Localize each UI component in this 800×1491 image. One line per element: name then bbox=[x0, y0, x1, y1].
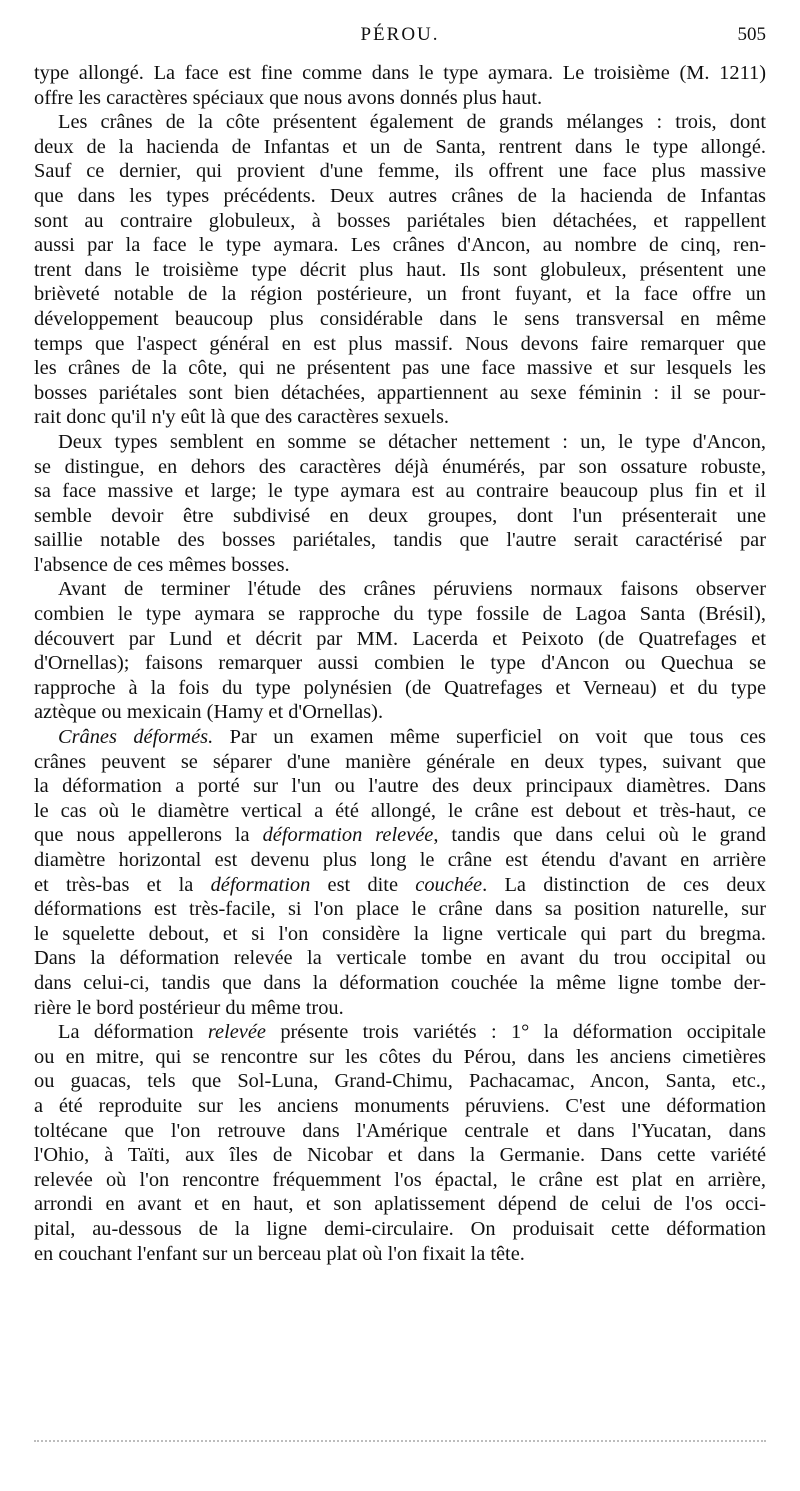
text-run: ou en mitre, qui se rencontre sur les côtes du Pérou, dans les anciens cimetières bbox=[34, 1045, 766, 1068]
text-run: le cas où le diamètre vertical a été allongé, le crâne est debout et très-haut, ce bbox=[34, 799, 766, 822]
text-run: et très-bas et la bbox=[34, 873, 211, 896]
text-line bbox=[34, 799, 766, 824]
text-run: développement beaucoup plus considérable dans le sens transversal en même bbox=[34, 307, 766, 330]
text-run: saillie notable des bosses pariétales, tandis que l'autre serait caractérisé par bbox=[34, 529, 766, 552]
text-line bbox=[34, 1045, 766, 1070]
text-run: est dite bbox=[310, 873, 416, 896]
text-line bbox=[34, 922, 766, 947]
text-line bbox=[34, 61, 766, 86]
italic-run: Crânes déformés. bbox=[58, 726, 214, 749]
text-run: la déformation a porté sur l'un ou l'autre des deux principaux diamètres. Dans bbox=[34, 775, 766, 798]
text-line bbox=[34, 258, 766, 283]
text-run: présente trois variétés : 1° la déformation occipitale bbox=[265, 1021, 766, 1044]
text-run: Par un examen même superficiel on voit que tous ces bbox=[213, 726, 766, 749]
text-run: aussi par la face le type aymara. Les crânes d'Ancon, au nombre de cinq, ren- bbox=[34, 234, 766, 257]
text-line bbox=[34, 381, 766, 406]
text-line bbox=[34, 504, 766, 529]
text-line bbox=[34, 873, 766, 898]
text-run: toltécane que l'on retrouve dans l'Amérique centrale et dans l'Yucatan, dans bbox=[34, 1119, 766, 1142]
text-run: l'Ohio, à Taïti, aux îles de Nicobar et dans la Germanie. Dans cette variété bbox=[34, 1144, 766, 1167]
text-line bbox=[34, 184, 766, 209]
text-run: les crânes de la côte, qui ne présentent pas une face massive et sur lesquels les bbox=[34, 357, 766, 380]
text-run: ou guacas, tels que Sol-Luna, Grand-Chimu, Pachacamac, Ancon, Santa, etc., bbox=[34, 1070, 766, 1093]
text-line bbox=[34, 725, 766, 750]
text-line bbox=[34, 700, 766, 725]
text-line bbox=[34, 602, 766, 627]
text-run: deux de la hacienda de Infantas et un de Santa, rentrent dans le type allongé. bbox=[34, 135, 766, 158]
text-run: . La distinction de ces deux bbox=[482, 873, 766, 896]
paragraph bbox=[34, 430, 766, 578]
text-run: relevée où l'on rencontre fréquemment l'os épactal, le crâne est plat en arrière, bbox=[34, 1168, 766, 1191]
page-number: 505 bbox=[737, 24, 766, 45]
text-line bbox=[34, 1069, 766, 1094]
text-line bbox=[34, 1119, 766, 1144]
footer-rule bbox=[34, 1440, 766, 1442]
text-run: le squelette debout, et si l'on considère la ligne verticale qui part du bregma. bbox=[34, 922, 766, 945]
text-line bbox=[34, 135, 766, 160]
text-line bbox=[34, 1242, 766, 1267]
text-line bbox=[34, 332, 766, 357]
text-run: Les crânes de la côte présentent également de grands mélanges : trois, dont bbox=[58, 111, 766, 134]
text-run: rait donc qu'il n'y eût là que des caractères sexuels. bbox=[34, 406, 450, 429]
italic-run: couchée bbox=[415, 873, 483, 896]
paragraph bbox=[34, 1020, 766, 1266]
text-line bbox=[34, 577, 766, 602]
text-line bbox=[34, 307, 766, 332]
text-run: , tandis que dans celui où le grand bbox=[433, 824, 766, 847]
text-run: découvert par Lund et décrit par MM. Lacerda et Peixoto (de Quatrefages et bbox=[34, 627, 766, 650]
text-line bbox=[34, 848, 766, 873]
text-line bbox=[34, 233, 766, 258]
text-line bbox=[34, 455, 766, 480]
text-line bbox=[34, 1143, 766, 1168]
text-run: diamètre horizontal est devenu plus long le crâne est étendu d'avant en arrière bbox=[34, 849, 766, 871]
paragraph bbox=[34, 110, 766, 430]
text-run: Avant de terminer l'étude des crânes péruviens normaux faisons observer bbox=[58, 578, 766, 601]
text-line bbox=[34, 627, 766, 652]
text-line bbox=[34, 430, 766, 455]
text-run: combien le type aymara se rapproche du type fossile de Lagoa Santa (Brésil), bbox=[34, 603, 766, 626]
text-line bbox=[34, 209, 766, 234]
text-line bbox=[34, 1192, 766, 1217]
text-run: bosses pariétales sont bien détachées, appartiennent au sexe féminin : il se pour- bbox=[34, 381, 766, 404]
text-run: temps que l'aspect général en est plus massif. Nous devons faire remarquer que bbox=[34, 332, 766, 355]
text-run: type allongé. La face est fine comme dans le type aymara. Le troisième (M. 1211) bbox=[34, 62, 766, 84]
text-run: que nous appellerons la bbox=[34, 824, 263, 847]
text-run: l'absence de ces mêmes bosses. bbox=[34, 553, 290, 576]
text-run: La déformation bbox=[58, 1021, 208, 1044]
text-run: offre les caractères spéciaux que nous avons donnés plus haut. bbox=[34, 86, 543, 109]
text-run: rapproche à la fois du type polynésien (de Quatrefages et Verneau) et du type bbox=[34, 676, 766, 699]
text-line bbox=[34, 897, 766, 922]
text-line bbox=[34, 971, 766, 996]
text-line bbox=[34, 946, 766, 971]
text-run: que dans les types précédents. Deux autres crânes de la hacienda de Infantas bbox=[34, 184, 766, 207]
running-title: PÉROU. bbox=[360, 24, 440, 45]
text-run: en couchant l'enfant sur un berceau plat où l'on fixait la tête. bbox=[34, 1242, 525, 1265]
text-line bbox=[34, 750, 766, 775]
paragraph bbox=[34, 725, 766, 1020]
text-line bbox=[34, 110, 766, 135]
paragraph bbox=[34, 61, 766, 110]
text-line bbox=[34, 1020, 766, 1045]
text-run: pital, au-dessous de la ligne demi-circulaire. On produisait cette déformation bbox=[34, 1217, 766, 1240]
paragraph bbox=[34, 577, 766, 725]
body-text bbox=[34, 61, 766, 1266]
text-run: Sauf ce dernier, qui provient d'une femme, ils offrent une face plus massive bbox=[34, 160, 766, 183]
text-run: déformations est très-facile, si l'on place le crâne dans sa position naturelle, sur bbox=[34, 898, 766, 921]
text-line bbox=[34, 479, 766, 504]
italic-run: déformation bbox=[210, 873, 311, 896]
text-run: brièveté notable de la région postérieure, un front fuyant, et la face offre un bbox=[34, 283, 766, 306]
running-header bbox=[34, 24, 766, 54]
text-run: aztèque ou mexicain (Hamy et d'Ornellas). bbox=[34, 701, 384, 724]
text-run: sont au contraire globuleux, à bosses pariétales bien détachées, et rappellent bbox=[34, 209, 766, 232]
text-line bbox=[34, 823, 766, 848]
text-run: a été reproduite sur les anciens monuments péruviens. C'est une déformation bbox=[34, 1094, 766, 1117]
text-line bbox=[34, 996, 766, 1021]
text-run: sa face massive et large; le type aymara est au contraire beaucoup plus fin et il bbox=[34, 480, 766, 503]
text-run: arrondi en avant et en haut, et son aplatissement dépend de celui de l'os occi- bbox=[34, 1193, 766, 1216]
text-line bbox=[34, 651, 766, 676]
text-line bbox=[34, 1217, 766, 1242]
text-line bbox=[34, 356, 766, 381]
text-run: d'Ornellas); faisons remarquer aussi combien le type d'Ancon ou Quechua se bbox=[34, 652, 766, 675]
text-run: dans celui-ci, tandis que dans la déformation couchée la même ligne tombe der- bbox=[34, 971, 766, 994]
text-line bbox=[34, 282, 766, 307]
text-line bbox=[34, 528, 766, 553]
text-run: Dans la déformation relevée la verticale tombe en avant du trou occipital ou bbox=[34, 947, 766, 970]
italic-run: déformation relevée bbox=[262, 824, 434, 847]
text-run: crânes peuvent se séparer d'une manière générale en deux types, suivant que bbox=[34, 750, 766, 773]
text-run: semble devoir être subdivisé en deux groupes, dont l'un présenterait une bbox=[34, 504, 766, 527]
text-run: se distingue, en dehors des caractères déjà énumérés, par son ossature robuste, bbox=[34, 455, 766, 478]
text-run: rière le bord postérieur du même trou. bbox=[34, 996, 344, 1019]
italic-run: relevée bbox=[207, 1021, 266, 1044]
text-line bbox=[34, 553, 766, 578]
text-line bbox=[34, 86, 766, 111]
text-line bbox=[34, 159, 766, 184]
text-line bbox=[34, 676, 766, 701]
text-run: Deux types semblent en somme se détacher nettement : un, le type d'Ancon, bbox=[58, 430, 766, 453]
text-run: trent dans le troisième type décrit plus haut. Ils sont globuleux, présentent une bbox=[34, 258, 766, 281]
text-line bbox=[34, 774, 766, 799]
text-line bbox=[34, 1168, 766, 1193]
text-line bbox=[34, 405, 766, 430]
text-line bbox=[34, 1094, 766, 1119]
